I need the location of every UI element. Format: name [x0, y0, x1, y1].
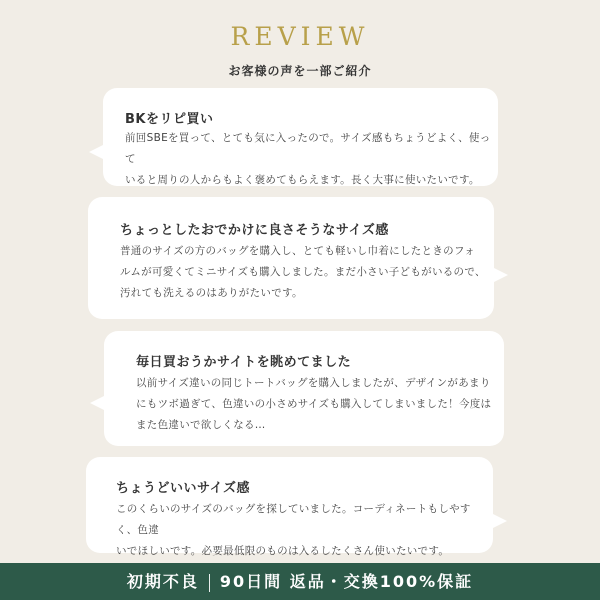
review-line: このくらいのサイズのバッグを探していました。コーディネートもしやすく、色違 — [116, 503, 471, 536]
review-line: 前回SBEを買って、とても気に入ったので。サイズ感もちょうどよく、使って — [125, 132, 491, 165]
page-title: REVIEW — [230, 22, 370, 51]
page-subtitle: お客様の声を一部ご紹介 — [228, 64, 372, 78]
review-title: 毎日買おうかサイトを眺めてました — [136, 355, 352, 370]
divider — [209, 574, 210, 592]
review-card-3 — [104, 331, 504, 446]
guarantee-part-1: 初期不良 — [126, 572, 199, 591]
review-card-1 — [103, 88, 498, 186]
review-text — [136, 373, 501, 436]
review-line: にもツボ過ぎて、色違いの小さめサイズも購入してしまいました！今度は — [136, 398, 492, 410]
review-line: いると周りの人からもよく褒めてもらえます。長く大事に使いたいです。 — [125, 174, 480, 186]
review-line: いでほしいです。必要最低限のものは入るしたくさん使いたいです。 — [116, 545, 450, 557]
review-line: 以前サイズ違いの同じトートバッグを購入しましたが、デザインがあまり — [136, 377, 491, 389]
review-title: ちょっとしたおでかけに良さそうなサイズ感 — [120, 223, 389, 238]
review-line: 普通のサイズの方のバッグを購入し、とても軽いし巾着にしたときのフォ — [120, 245, 476, 257]
speech-tail — [89, 144, 105, 160]
review-card-4 — [86, 457, 493, 557]
review-text — [120, 241, 490, 304]
review-text — [125, 128, 495, 191]
speech-tail — [492, 267, 508, 283]
guarantee-part-2: 90日間 返品・交換100%保証 — [219, 572, 474, 591]
review-line: 汚れても洗えるのはありがたいです。 — [120, 287, 303, 299]
review-text — [116, 499, 491, 562]
speech-tail — [491, 513, 507, 529]
review-title: BKをリピ買い — [125, 112, 214, 127]
guarantee-banner — [0, 563, 600, 600]
review-line: また色違いで欲しくなる… — [136, 419, 266, 431]
review-title: ちょうどいいサイズ感 — [116, 481, 250, 496]
speech-tail — [90, 395, 106, 411]
review-card-2 — [88, 197, 494, 319]
review-line: ルムが可愛くてミニサイズも購入しました。まだ小さい子どもがいるので、 — [120, 266, 486, 278]
